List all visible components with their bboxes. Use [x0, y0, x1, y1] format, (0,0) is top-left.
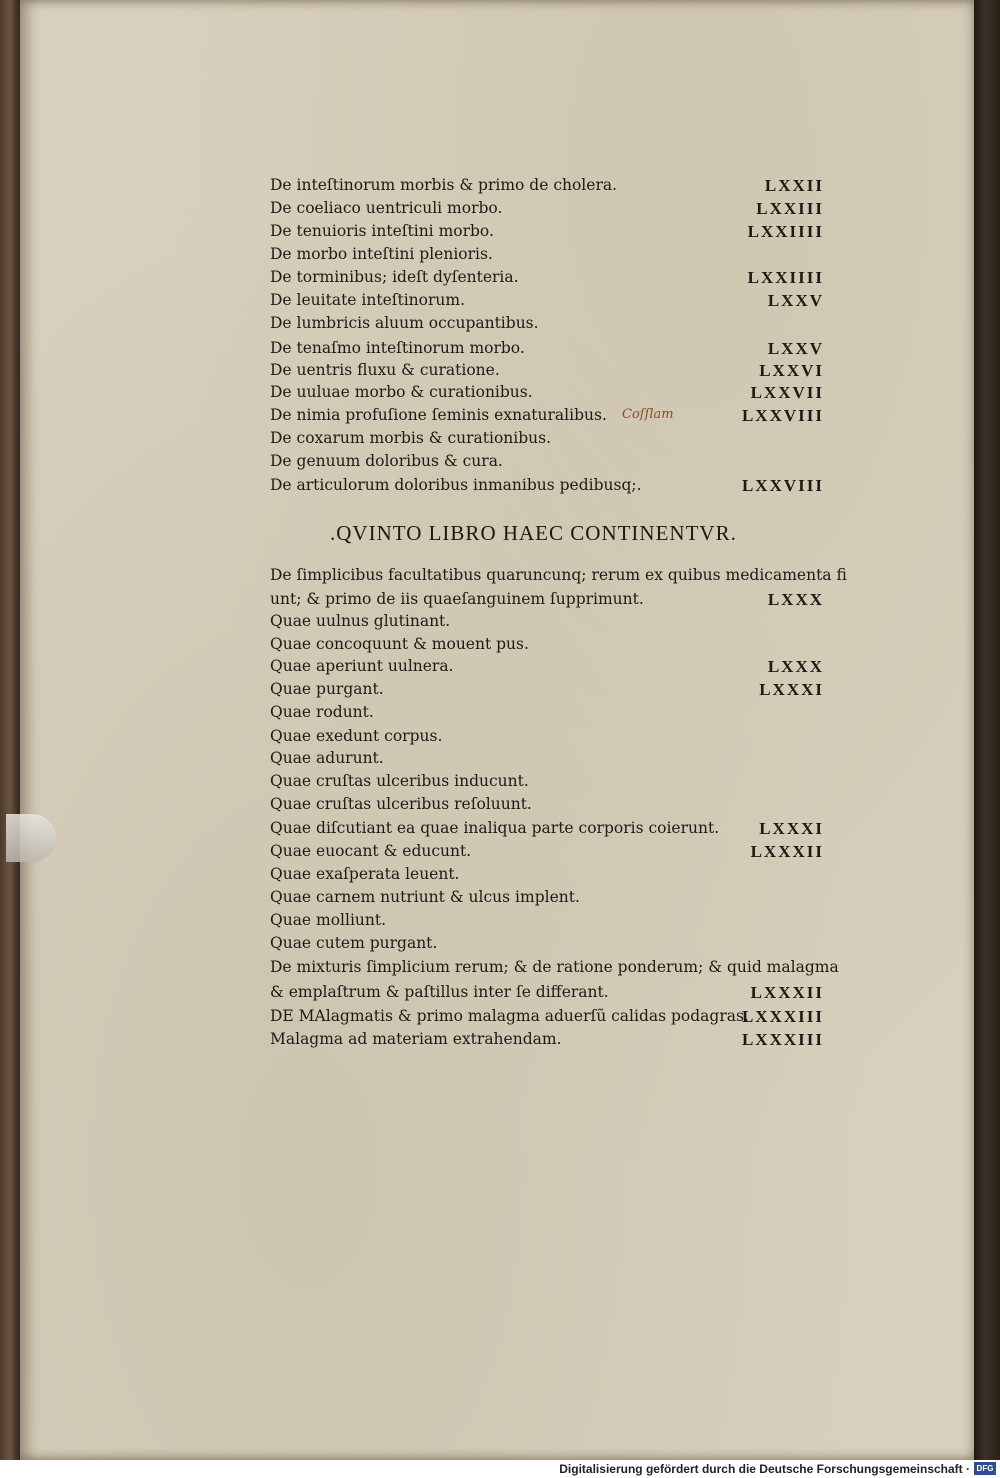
toc-entry: De nimia profuſione ſeminis exnaturalibus. LXXVIII: [270, 406, 824, 425]
page-number: LXXII: [764, 176, 824, 195]
toc-entry: Quae exaſperata leuent.: [270, 865, 460, 883]
toc-entry: De genuum doloribus & cura.: [270, 452, 503, 470]
toc-entry: & emplaſtrum & paſtillus inter ſe differant. LXXXII: [270, 983, 824, 1002]
toc-entry: Quae cruſtas ulceribus inducunt.: [270, 772, 529, 790]
footer-bar: [0, 1460, 1000, 1478]
page-number: LXXV: [767, 339, 824, 358]
toc-entry: unt; & primo de iis quaeſanguinem ſupprimunt. LXXX: [270, 590, 824, 609]
handwritten-annotation: Coſſlam: [622, 407, 674, 422]
toc-entry: De tenaſmo inteſtinorum morbo. LXXV: [270, 339, 824, 358]
page-number: LXXVI: [759, 361, 824, 380]
toc-entry: Quae exedunt corpus.: [270, 727, 443, 745]
toc-entry: Quae purgant. LXXXI: [270, 680, 824, 699]
page-number: LXXVIII: [741, 406, 824, 425]
toc-entry: Quae molliunt.: [270, 911, 387, 929]
page-number: LXXXI: [759, 680, 824, 699]
toc-entry: Quae adurunt.: [270, 749, 384, 767]
toc-entry: Quae concoquunt & mouent pus.: [270, 635, 529, 653]
toc-entry: De uuluae morbo & curationibus. LXXVII: [270, 383, 824, 402]
toc-entry: Quae uulnus glutinant.: [270, 612, 451, 630]
toc-entry: De articulorum doloribus inmanibus pedibusq;. LXXVIII: [270, 476, 824, 495]
toc-entry: Quae carnem nutriunt & ulcus implent.: [270, 888, 580, 906]
toc-entry: Quae aperiunt uulnera. LXXX: [270, 657, 824, 676]
toc-entry: De lumbricis aluum occupantibus.: [270, 314, 539, 332]
page-number: LXXX: [767, 657, 824, 676]
page-number: LXXXIII: [741, 1007, 824, 1026]
section-heading: .QVINTO LIBRO HAEC CONTINENTVR.: [330, 521, 737, 545]
page-number: LXXXIII: [741, 1030, 824, 1049]
footer-credit: Digitalisierung gefördert durch die Deutsche Forschungsgemeinschaft ·: [559, 1462, 970, 1476]
toc-entry: DE MAlagmatis & primo malagma aduerſũ calidas podagras. LXXXIII: [270, 1007, 824, 1026]
page-number: LXXX: [767, 590, 824, 609]
page-number: LXXIIII: [747, 268, 824, 287]
page-number: LXXV: [767, 291, 824, 310]
toc-entry: Quae cruſtas ulceribus reſoluunt.: [270, 795, 532, 813]
page-number: LXXXI: [759, 819, 824, 838]
toc-entry: De morbo inteſtini plenioris.: [270, 245, 493, 263]
page-number: LXXVII: [750, 383, 824, 402]
toc-entry: Quae euocant & educunt. LXXXII: [270, 842, 824, 861]
toc-entry: De leuitate inteſtinorum. LXXV: [270, 291, 824, 310]
toc-entry: De mixturis ſimplicium rerum; & de ratione ponderum; & quid malagma: [270, 958, 839, 976]
toc-entry: Quae diſcutiant ea quae inaliqua parte corporis coierunt. LXXXI: [270, 819, 824, 838]
toc-entry: De coeliaco uentriculi morbo. LXXIII: [270, 199, 824, 218]
page-number: LXXXII: [750, 983, 824, 1002]
toc-entry: De tenuioris inteſtini morbo. LXXIIII: [270, 222, 824, 241]
toc-entry: Quae cutem purgant.: [270, 934, 438, 952]
toc-entry: Quae rodunt.: [270, 703, 374, 721]
dfg-logo: DFG: [974, 1462, 996, 1475]
toc-entry: De ſimplicibus facultatibus quaruncunq; rerum ex quibus medicamenta fi: [270, 566, 847, 584]
toc-entry: De torminibus; ideſt dyſenteria. LXXIIII: [270, 268, 824, 287]
page-number: LXXIIII: [747, 222, 824, 241]
toc-entry: De coxarum morbis & curationibus.: [270, 429, 552, 447]
page-number: LXXXII: [750, 842, 824, 861]
toc-entry: De inteſtinorum morbis & primo de cholera. LXXII: [270, 176, 824, 195]
toc-entry: De uentris fluxu & curatione. LXXVI: [270, 361, 824, 380]
page-number: LXXIII: [756, 199, 824, 218]
toc-entry: Malagma ad materiam extrahendam. LXXXIII: [270, 1030, 824, 1049]
page-number: LXXVIII: [741, 476, 824, 495]
